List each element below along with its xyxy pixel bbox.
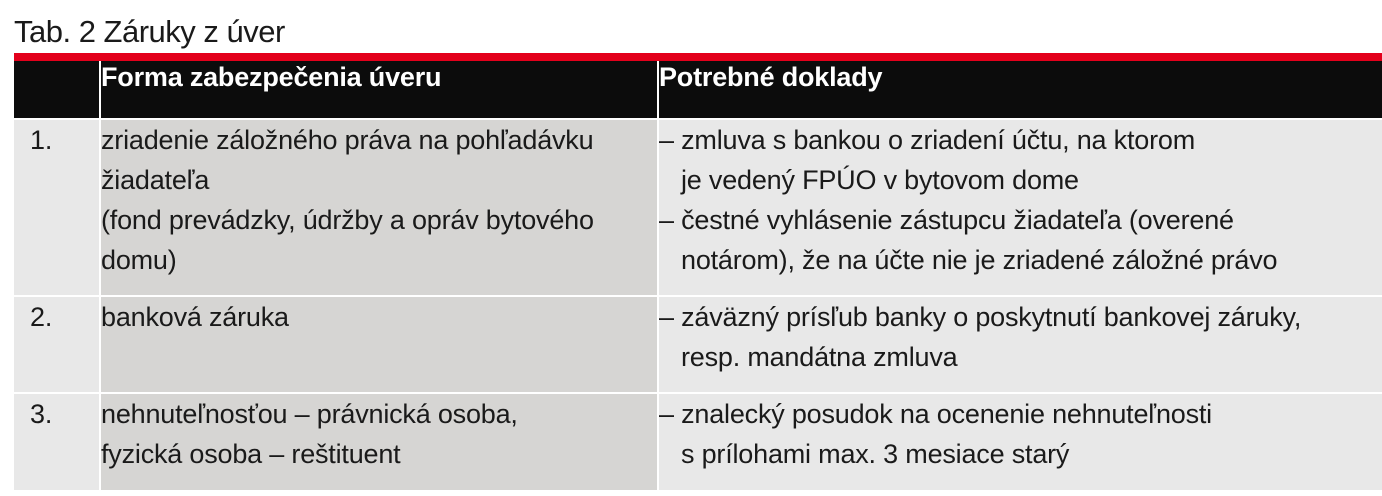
form-line: žiadateľa bbox=[101, 165, 210, 195]
form-line: nehnuteľnosťou – právnická osoba, bbox=[101, 399, 518, 429]
table-header-row bbox=[14, 61, 1382, 119]
doc-item bbox=[659, 200, 1382, 280]
header-documents: Potrebné doklady bbox=[658, 61, 1382, 119]
doc-item bbox=[659, 297, 1382, 377]
doc-line: notárom), že na účte nie je zriadené záložné právo bbox=[681, 245, 1278, 275]
row-form bbox=[100, 119, 658, 296]
row-number: 1. bbox=[14, 119, 100, 296]
table-row bbox=[14, 393, 1382, 490]
form-line: domu) bbox=[101, 245, 177, 275]
doc-item bbox=[659, 120, 1382, 200]
doc-line: – zmluva s bankou o zriadení účtu, na ktorom bbox=[659, 125, 1195, 155]
doc-line: resp. mandátna zmluva bbox=[681, 342, 958, 372]
header-number bbox=[14, 61, 100, 119]
row-documents bbox=[658, 296, 1382, 393]
table-row bbox=[14, 296, 1382, 393]
row-form bbox=[100, 393, 658, 490]
form-line: fyzická osoba – reštituent bbox=[101, 439, 401, 469]
form-line: banková záruka bbox=[101, 302, 289, 332]
form-line: zriadenie záložného práva na pohľadávku bbox=[101, 125, 594, 155]
table-row bbox=[14, 119, 1382, 296]
form-line: (fond prevádzky, údržby a opráv bytového bbox=[101, 205, 594, 235]
row-documents bbox=[658, 119, 1382, 296]
header-form: Forma zabezpečenia úveru bbox=[100, 61, 658, 119]
row-documents bbox=[658, 393, 1382, 490]
doc-line: – záväzný prísľub banky o poskytnutí bankovej záruky, bbox=[659, 302, 1302, 332]
doc-line: – čestné vyhlásenie zástupcu žiadateľa (overené bbox=[659, 205, 1234, 235]
doc-line: s prílohami max. 3 mesiace starý bbox=[681, 439, 1070, 469]
table-caption: Tab. 2 Záruky z úver bbox=[14, 14, 285, 49]
guarantees-table bbox=[14, 61, 1382, 490]
doc-line: – znalecký posudok na ocenenie nehnuteľnosti bbox=[659, 399, 1212, 429]
doc-item bbox=[659, 394, 1382, 474]
row-number: 3. bbox=[14, 393, 100, 490]
doc-line: je vedený FPÚO v bytovom dome bbox=[681, 165, 1079, 195]
row-form bbox=[100, 296, 658, 393]
row-number: 2. bbox=[14, 296, 100, 393]
caption-accent-rule bbox=[14, 53, 1382, 61]
